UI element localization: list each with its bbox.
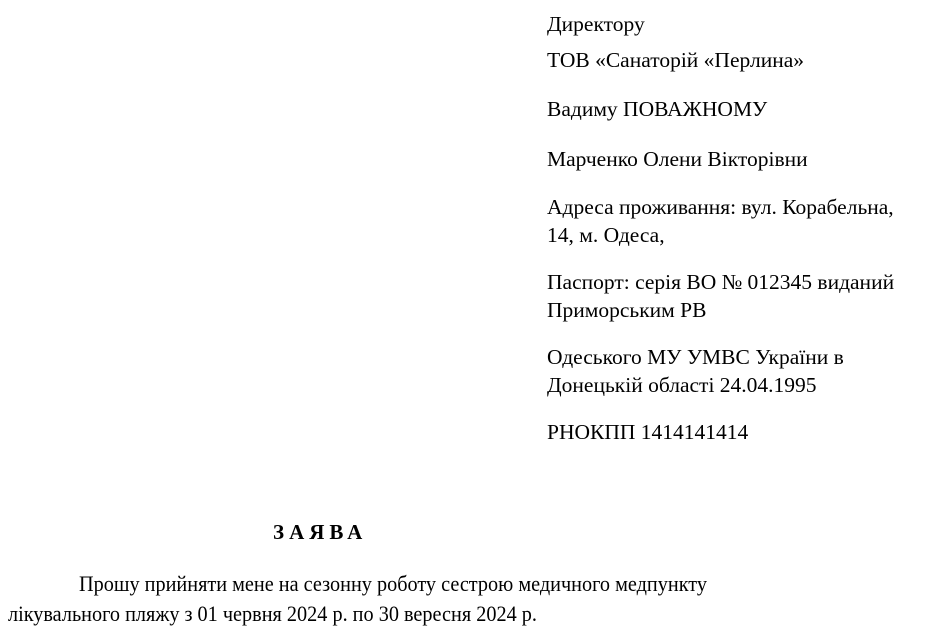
addressee-director-name: Вадиму ПОВАЖНОМУ (547, 97, 768, 121)
addressee-organization: ТОВ «Санаторій «Перлина» (547, 48, 805, 72)
applicant-passport-line1: Паспорт: серія ВО № 012345 виданий (547, 270, 895, 294)
addressee-position: Директору (547, 12, 645, 36)
applicant-passport-line2: Приморським РВ (547, 298, 707, 322)
passport-issuer-line2: Донецькій області 24.04.1995 (547, 373, 817, 397)
passport-issuer-line1: Одеського МУ УМВС України в (547, 345, 844, 369)
body-line-2: лікувального пляжу з 01 червня 2024 р. по 30 вересня 2024 р. (8, 601, 537, 626)
applicant-address-line2: 14, м. Одеса, (547, 223, 665, 247)
applicant-tax-id: РНОКПП 1414141414 (547, 420, 749, 444)
applicant-name: Марченко Олени Вікторівни (547, 147, 808, 171)
applicant-address-line1: Адреса проживання: вул. Корабельна, (547, 195, 894, 219)
document-title: ЗАЯВА (273, 520, 368, 544)
body-line-1: Прошу прийняти мене на сезонну роботу сестрою медичного медпункту (79, 571, 707, 596)
